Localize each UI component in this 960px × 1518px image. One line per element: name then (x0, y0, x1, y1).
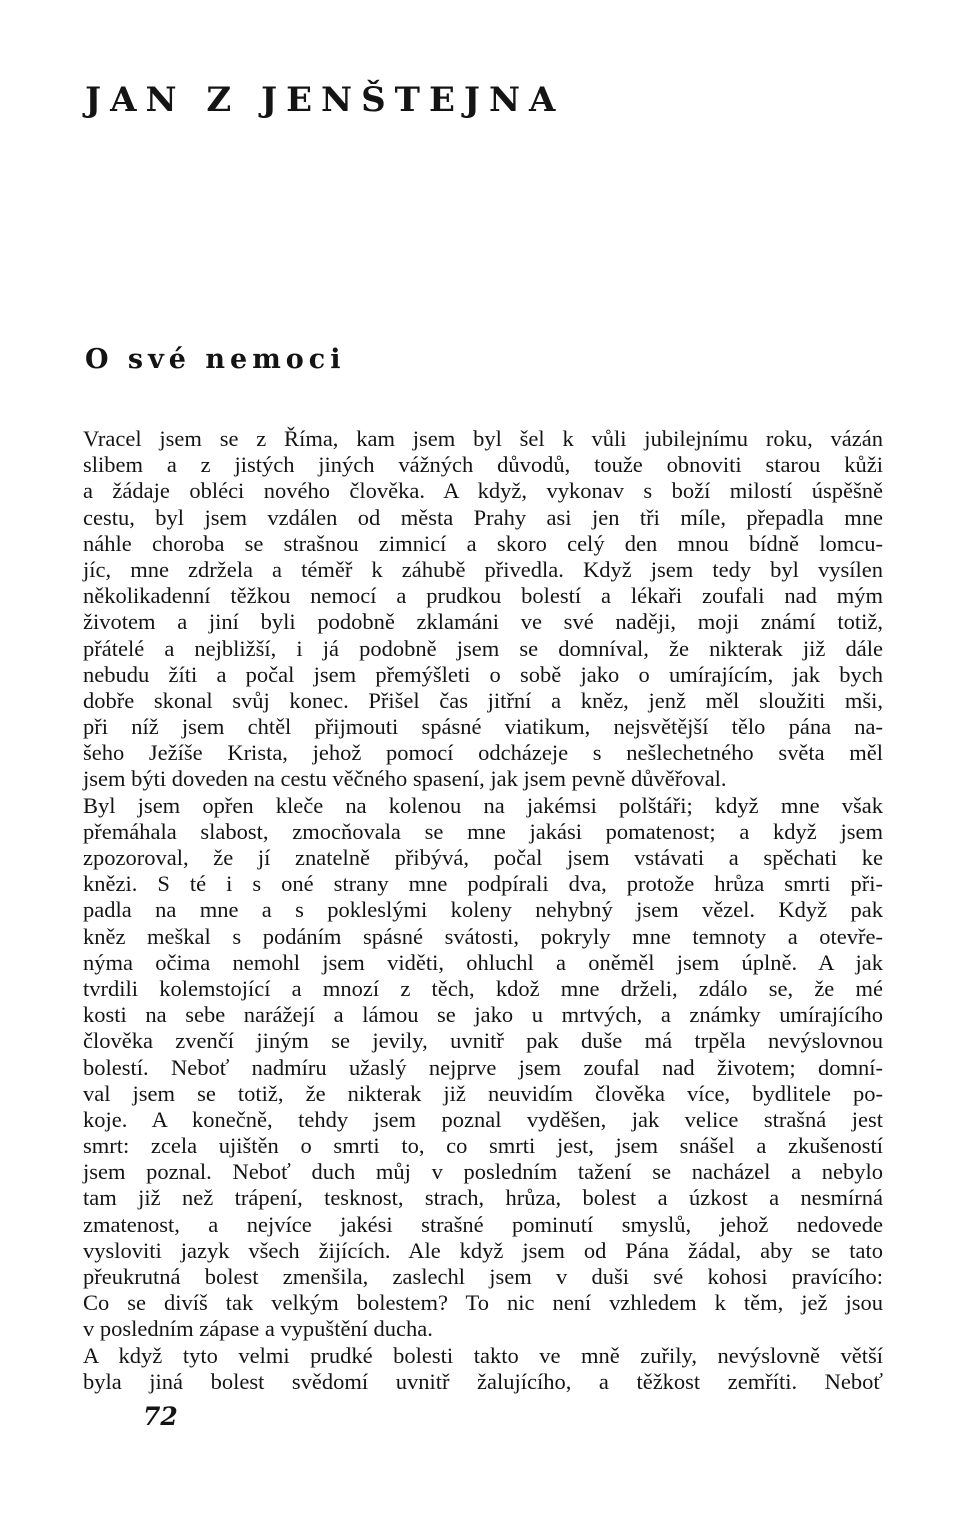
text-line: tvrdili kolemstojící a mnozí z těch, kdož mne drželi, zdálo se, že mé (83, 975, 883, 1001)
text-line: životem a jiní byli podobně zklamáni ve své naději, moji známí totiž, (83, 609, 883, 635)
text-line: smrt: zcela ujištěn o smrti to, co smrti jest, jsem snášel a zkušeností (83, 1133, 883, 1159)
text-line: dobře skonal svůj konec. Přišel čas jitřní a kněz, jenž měl sloužiti mši, (83, 687, 883, 713)
text-line: nýma očima nemohl jsem viděti, ohluchl a oněměl jsem úplně. A jak (83, 949, 883, 975)
text-line: val jsem se totiž, že nikterak již neuvidím člověka více, bydlitele po- (83, 1080, 883, 1106)
body-text (83, 426, 883, 1395)
text-line: cestu, byl jsem vzdálen od města Prahy asi jen tři míle, přepadla mne (83, 504, 883, 530)
text-line: Co se divíš tak velkým bolestem? To nic není vzhledem k těm, jež jsou (83, 1290, 883, 1316)
text-line: kněz meškal s podáním spásné svátosti, pokryly mne temnoty a otevře- (83, 923, 883, 949)
text-line: zmatenost, a nejvíce jakési strašné pominutí smyslů, jehož nedovede (83, 1211, 883, 1237)
text-line: zpozoroval, že jí znatelně přibývá, počal jsem vstávati a spěchati ke (83, 845, 883, 870)
author-heading: JAN Z JENŠTEJNA (85, 80, 565, 120)
text-line: jíc, mne zdržela a téměř k záhubě přivedla. Když jsem tedy byl vysílen (83, 556, 883, 582)
text-line: padla na mne a s pokleslými koleny nehybný jsem vězel. Když pak (83, 897, 883, 923)
text-line: v posledním zápase a vypuštění ducha. (83, 1316, 433, 1342)
text-line: jsem poznal. Neboť duch můj v posledním tažení se nacházel a nebylo (83, 1159, 883, 1185)
text-line: přeukrutná bolest zmenšila, zaslechl jsem v duši své kohosi pravícího: (83, 1264, 883, 1289)
text-line: při níž jsem chtěl přijmouti spásné viatikum, nejsvětější tělo pána na- (83, 714, 883, 740)
text-line: byla jiná bolest svědomí uvnitř žalujícího, a těžkost zemříti. Neboť (83, 1368, 883, 1394)
text-line: několikadenní těžkou nemocí a prudkou bolestí a lékaři zoufali nad mým (83, 583, 883, 609)
text-line: člověka zvenčí jiným se jevily, uvnitř pak duše má trpěla nevýslovnou (83, 1028, 883, 1054)
text-line: vysloviti jazyk všech žijících. Ale když jsem od Pána žádal, aby se tato (83, 1237, 883, 1263)
text-line: koje. A konečně, tehdy jsem poznal vyděšen, jak velice strašná jest (83, 1106, 883, 1132)
text-line: Vracel jsem se z Říma, kam jsem byl šel k vůli jubilejnímu roku, vázán (83, 426, 883, 451)
text-line: knězi. S té i s oné strany mne podpírali dva, protože hrůza smrti při- (83, 871, 883, 897)
page-number: 72 (143, 1402, 178, 1431)
text-line: nebudu žíti a počal jsem přemýšleti o sobě jako o umírajícím, jak bych (83, 661, 883, 687)
text-line: A když tyto velmi prudké bolesti takto ve mně zuřily, nevýslovně větší (83, 1342, 883, 1368)
text-line: Byl jsem opřen kleče na kolenou na jakémsi polštáři; když mne však (83, 792, 883, 818)
text-line: přemáhala slabost, zmocňovala se mne jakási pomatenost; a když jsem (83, 818, 883, 844)
text-line: jsem býti doveden na cestu věčného spasení, jak jsem pevně důvěřoval. (83, 766, 727, 792)
text-line: přátelé a nejbližší, i já podobně jsem se domníval, že nikterak již dále (83, 635, 883, 661)
text-line: bolestí. Neboť nadmíru užaslý nejprve jsem zoufal nad životem; domní- (83, 1054, 883, 1080)
text-line: náhle choroba se strašnou zimnicí a skoro celý den mnou bídně lomcu- (83, 530, 883, 556)
text-line: slibem a z jistých jiných vážných důvodů, touže obnoviti starou kůži (83, 452, 883, 478)
text-line: šeho Ježíše Krista, jehož pomocí odcházeje s nešlechetného světa měl (83, 740, 883, 766)
text-line: kosti na sebe narážejí a lámou se jako u mrtvých, a známky umírajícího (83, 1002, 883, 1028)
chapter-title: O své nemoci (85, 344, 346, 375)
text-line: tam již než trápení, tesknost, strach, hrůza, bolest a úzkost a nesmírná (83, 1185, 883, 1211)
text-line: a žádaje obléci nového člověka. A když, vykonav s boží milostí úspěšně (83, 478, 883, 504)
